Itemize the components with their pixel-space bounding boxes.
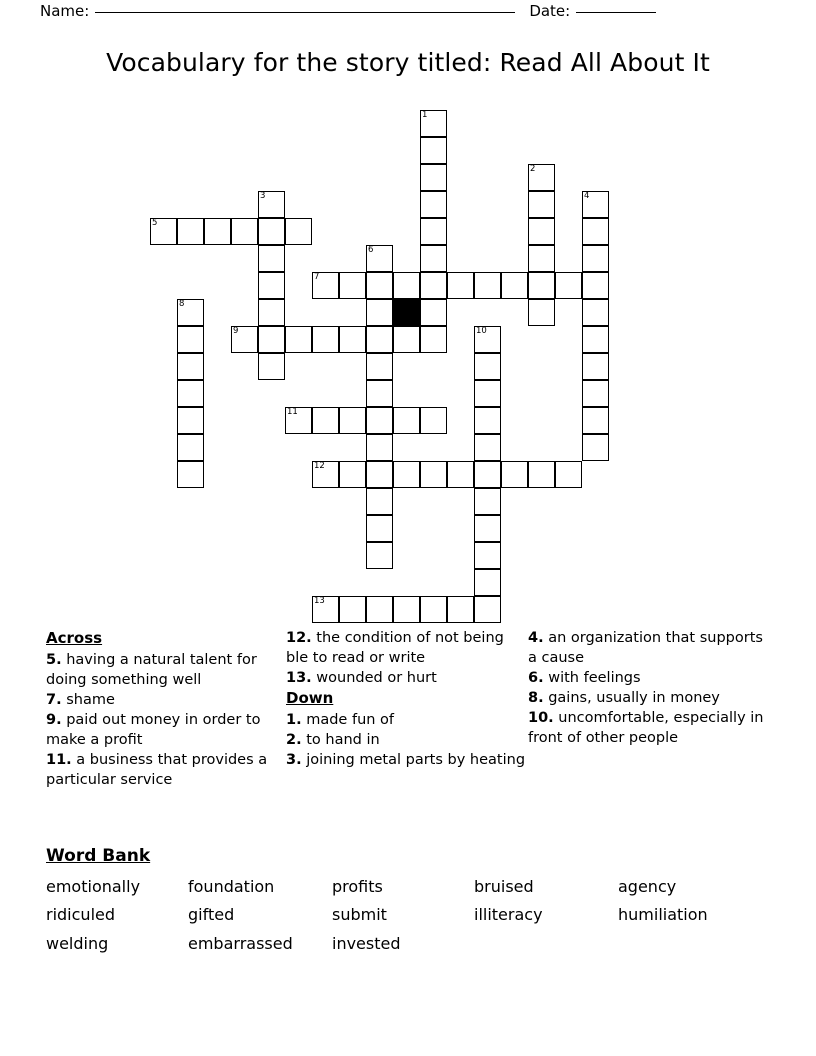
crossword-cell[interactable]: [420, 164, 447, 191]
crossword-cell[interactable]: [582, 326, 609, 353]
clue-text: wounded or hurt: [316, 670, 437, 686]
crossword-cell[interactable]: [420, 596, 447, 623]
clue-text: joining metal parts by heating: [306, 751, 526, 768]
word-bank-row: [46, 901, 776, 929]
crossword-cell[interactable]: [474, 596, 501, 623]
crossword-cell[interactable]: [231, 218, 258, 245]
crossword-cell[interactable]: [474, 353, 501, 380]
crossword-cell[interactable]: [582, 380, 609, 407]
crossword-cell-number: 12: [314, 461, 325, 471]
crossword-blocked-cell: [393, 299, 420, 326]
crossword-cell[interactable]: [393, 272, 420, 299]
crossword-cell[interactable]: [258, 326, 285, 353]
crossword-cell[interactable]: [258, 299, 285, 326]
date-blank-line[interactable]: [576, 11, 656, 13]
name-label: Name:: [40, 2, 90, 20]
crossword-cell[interactable]: [366, 407, 393, 434]
word-bank-word: humiliation: [618, 905, 708, 925]
crossword-cell[interactable]: [312, 272, 339, 299]
crossword-cell-number: 7: [314, 272, 320, 282]
crossword-cell[interactable]: [366, 353, 393, 380]
clue-text: uncomfortable, especially in front of other people: [528, 710, 764, 746]
crossword-cell[interactable]: [582, 407, 609, 434]
crossword-cell-number: 1: [422, 110, 428, 120]
crossword-cell-number: 8: [179, 299, 185, 309]
crossword-cell[interactable]: [474, 542, 501, 569]
crossword-cell[interactable]: [366, 326, 393, 353]
crossword-cell[interactable]: [555, 461, 582, 488]
clue-number: 5.: [46, 651, 62, 668]
crossword-cell[interactable]: [339, 407, 366, 434]
clue-down-2: [286, 730, 528, 750]
across-heading: Across: [46, 629, 103, 647]
crossword-cell[interactable]: [258, 353, 285, 380]
crossword-cell[interactable]: [582, 434, 609, 461]
clue-column-2: [286, 628, 528, 770]
crossword-cell[interactable]: [366, 272, 393, 299]
word-bank-row: [46, 873, 776, 901]
crossword-cell[interactable]: [447, 272, 474, 299]
crossword-cell[interactable]: [528, 164, 555, 191]
crossword-cell[interactable]: [258, 272, 285, 299]
word-bank-row: [46, 930, 776, 958]
crossword-cell[interactable]: [582, 272, 609, 299]
crossword-cell[interactable]: [285, 326, 312, 353]
crossword-cell[interactable]: [204, 218, 231, 245]
clue-down-4: [528, 628, 768, 668]
date-label: Date:: [529, 2, 571, 20]
crossword-cell[interactable]: [420, 245, 447, 272]
word-bank-word: illiteracy: [474, 905, 543, 925]
crossword-cell[interactable]: [420, 272, 447, 299]
clue-column-1: [46, 628, 286, 790]
crossword-cell[interactable]: [474, 461, 501, 488]
crossword-cell[interactable]: [150, 218, 177, 245]
clue-number: 11.: [46, 751, 72, 768]
crossword-cell[interactable]: [366, 434, 393, 461]
crossword-cell[interactable]: [528, 272, 555, 299]
crossword-cell[interactable]: [339, 461, 366, 488]
crossword-cell-number: 10: [476, 326, 487, 336]
crossword-cell[interactable]: [420, 218, 447, 245]
crossword-cell-number: 5: [152, 218, 158, 228]
page-title: Vocabulary for the story titled: Read All About It: [106, 48, 710, 77]
crossword-cell[interactable]: [447, 461, 474, 488]
crossword-cell[interactable]: [582, 245, 609, 272]
crossword-cell[interactable]: [582, 353, 609, 380]
clue-across-9: [46, 710, 286, 750]
crossword-cell[interactable]: [339, 596, 366, 623]
clue-number: 1.: [286, 711, 302, 728]
crossword-cell-number: 3: [260, 191, 266, 201]
crossword-cell[interactable]: [312, 596, 339, 623]
crossword-cell[interactable]: [177, 299, 204, 326]
crossword-cell[interactable]: [285, 407, 312, 434]
clue-number: 4.: [528, 630, 544, 646]
crossword-cell[interactable]: [312, 326, 339, 353]
crossword-cell[interactable]: [231, 326, 258, 353]
clue-number: 8.: [528, 690, 544, 706]
crossword-cell[interactable]: [474, 434, 501, 461]
clue-number: 9.: [46, 711, 62, 728]
word-bank-word: submit: [332, 905, 387, 925]
crossword-cell[interactable]: [393, 326, 420, 353]
crossword-cell[interactable]: [474, 569, 501, 596]
clue-text: gains, usually in money: [548, 690, 720, 706]
crossword-cell[interactable]: [258, 245, 285, 272]
crossword-cell[interactable]: [258, 218, 285, 245]
crossword-cell[interactable]: [393, 596, 420, 623]
crossword-cell[interactable]: [501, 461, 528, 488]
crossword-cell[interactable]: [528, 218, 555, 245]
crossword-cell[interactable]: [474, 515, 501, 542]
crossword-cell[interactable]: [177, 461, 204, 488]
clue-text: to hand in: [306, 731, 380, 748]
crossword-cell[interactable]: [420, 461, 447, 488]
crossword-cell[interactable]: [312, 407, 339, 434]
crossword-cell[interactable]: [177, 218, 204, 245]
crossword-cell[interactable]: [528, 299, 555, 326]
word-bank-word: welding: [46, 933, 109, 953]
down-heading: Down: [286, 689, 334, 707]
clue-across-11: [46, 750, 286, 790]
crossword-cell[interactable]: [366, 380, 393, 407]
crossword-cell[interactable]: [447, 596, 474, 623]
crossword-cell[interactable]: [366, 461, 393, 488]
clues-section: [46, 628, 770, 790]
crossword-cell[interactable]: [339, 326, 366, 353]
clue-text: having a natural talent for doing something well: [46, 651, 257, 688]
crossword-cell[interactable]: [474, 272, 501, 299]
crossword-cell[interactable]: [312, 461, 339, 488]
crossword-cell[interactable]: [258, 191, 285, 218]
crossword-cell[interactable]: [474, 407, 501, 434]
crossword-cell[interactable]: [177, 353, 204, 380]
crossword-cell[interactable]: [474, 488, 501, 515]
clue-number: 3.: [286, 751, 302, 768]
clue-text: paid out money in order to make a profit: [46, 711, 261, 748]
clue-across-12: [286, 628, 528, 668]
crossword-cell-number: 2: [530, 164, 536, 174]
crossword-cell[interactable]: [366, 596, 393, 623]
clue-down-8: [528, 688, 768, 708]
clue-text: made fun of: [306, 711, 395, 728]
word-bank-word: bruised: [474, 877, 534, 896]
crossword-cell[interactable]: [177, 434, 204, 461]
word-bank-word: profits: [332, 877, 383, 896]
clue-down-3: [286, 750, 528, 770]
crossword-cell[interactable]: [339, 272, 366, 299]
word-bank-word: embarrassed: [188, 933, 293, 953]
word-bank-word: invested: [332, 933, 401, 953]
crossword-cell-number: 9: [233, 326, 239, 336]
clue-text: an organization that supports a cause: [528, 630, 763, 666]
name-blank-line[interactable]: [95, 11, 515, 13]
clue-column-3: [528, 628, 768, 748]
clue-down-10: [528, 708, 768, 748]
word-bank-list: [46, 873, 776, 958]
crossword-cell-number: 11: [287, 407, 298, 417]
crossword-cell[interactable]: [420, 110, 447, 137]
crossword-cell[interactable]: [366, 515, 393, 542]
word-bank-word: gifted: [188, 905, 235, 925]
crossword-cell[interactable]: [582, 299, 609, 326]
clue-across-13: [286, 668, 528, 688]
crossword-cell[interactable]: [528, 245, 555, 272]
crossword-cell[interactable]: [393, 407, 420, 434]
clue-text: with feelings: [548, 670, 641, 686]
clue-number: 12.: [286, 630, 312, 646]
crossword-cell[interactable]: [366, 245, 393, 272]
crossword-cell[interactable]: [528, 461, 555, 488]
clue-down-1: [286, 710, 528, 730]
clue-across-7: [46, 690, 286, 710]
crossword-cell[interactable]: [420, 299, 447, 326]
crossword-cell[interactable]: [582, 191, 609, 218]
name-date-line: [40, 2, 776, 20]
crossword-cell[interactable]: [420, 191, 447, 218]
word-bank-word: foundation: [188, 877, 275, 896]
clue-text: shame: [66, 691, 115, 708]
clue-number: 7.: [46, 691, 62, 708]
clue-text: the condition of not being ble to read or write: [286, 630, 504, 666]
clue-text: a business that provides a particular service: [46, 751, 268, 788]
clue-number: 6.: [528, 670, 544, 686]
crossword-cell-number: 4: [584, 191, 590, 201]
crossword-cell[interactable]: [366, 488, 393, 515]
crossword-cell[interactable]: [420, 137, 447, 164]
crossword-cell[interactable]: [474, 326, 501, 353]
crossword-cell[interactable]: [366, 542, 393, 569]
crossword-cell[interactable]: [393, 461, 420, 488]
crossword-cell[interactable]: [366, 299, 393, 326]
word-bank-word: ridiculed: [46, 905, 116, 925]
crossword-cell[interactable]: [555, 272, 582, 299]
crossword-cell[interactable]: [528, 191, 555, 218]
word-bank-word: emotionally: [46, 877, 141, 896]
word-bank-heading: Word Bank: [46, 846, 151, 866]
crossword-cell[interactable]: [501, 272, 528, 299]
clue-number: 10.: [528, 710, 554, 726]
clue-number: 13.: [286, 670, 312, 686]
clue-number: 2.: [286, 731, 302, 748]
word-bank-word: agency: [618, 877, 677, 896]
crossword-cell[interactable]: [474, 380, 501, 407]
crossword-cell[interactable]: [177, 326, 204, 353]
crossword-cell[interactable]: [285, 218, 312, 245]
crossword-cell[interactable]: [582, 218, 609, 245]
crossword-cell-number: 13: [314, 596, 325, 606]
crossword-cell[interactable]: [420, 407, 447, 434]
crossword-cell[interactable]: [177, 407, 204, 434]
crossword-cell-number: 6: [368, 245, 374, 255]
clue-down-6: [528, 668, 768, 688]
clue-across-5: [46, 650, 286, 690]
crossword-cell[interactable]: [420, 326, 447, 353]
crossword-cell[interactable]: [177, 380, 204, 407]
